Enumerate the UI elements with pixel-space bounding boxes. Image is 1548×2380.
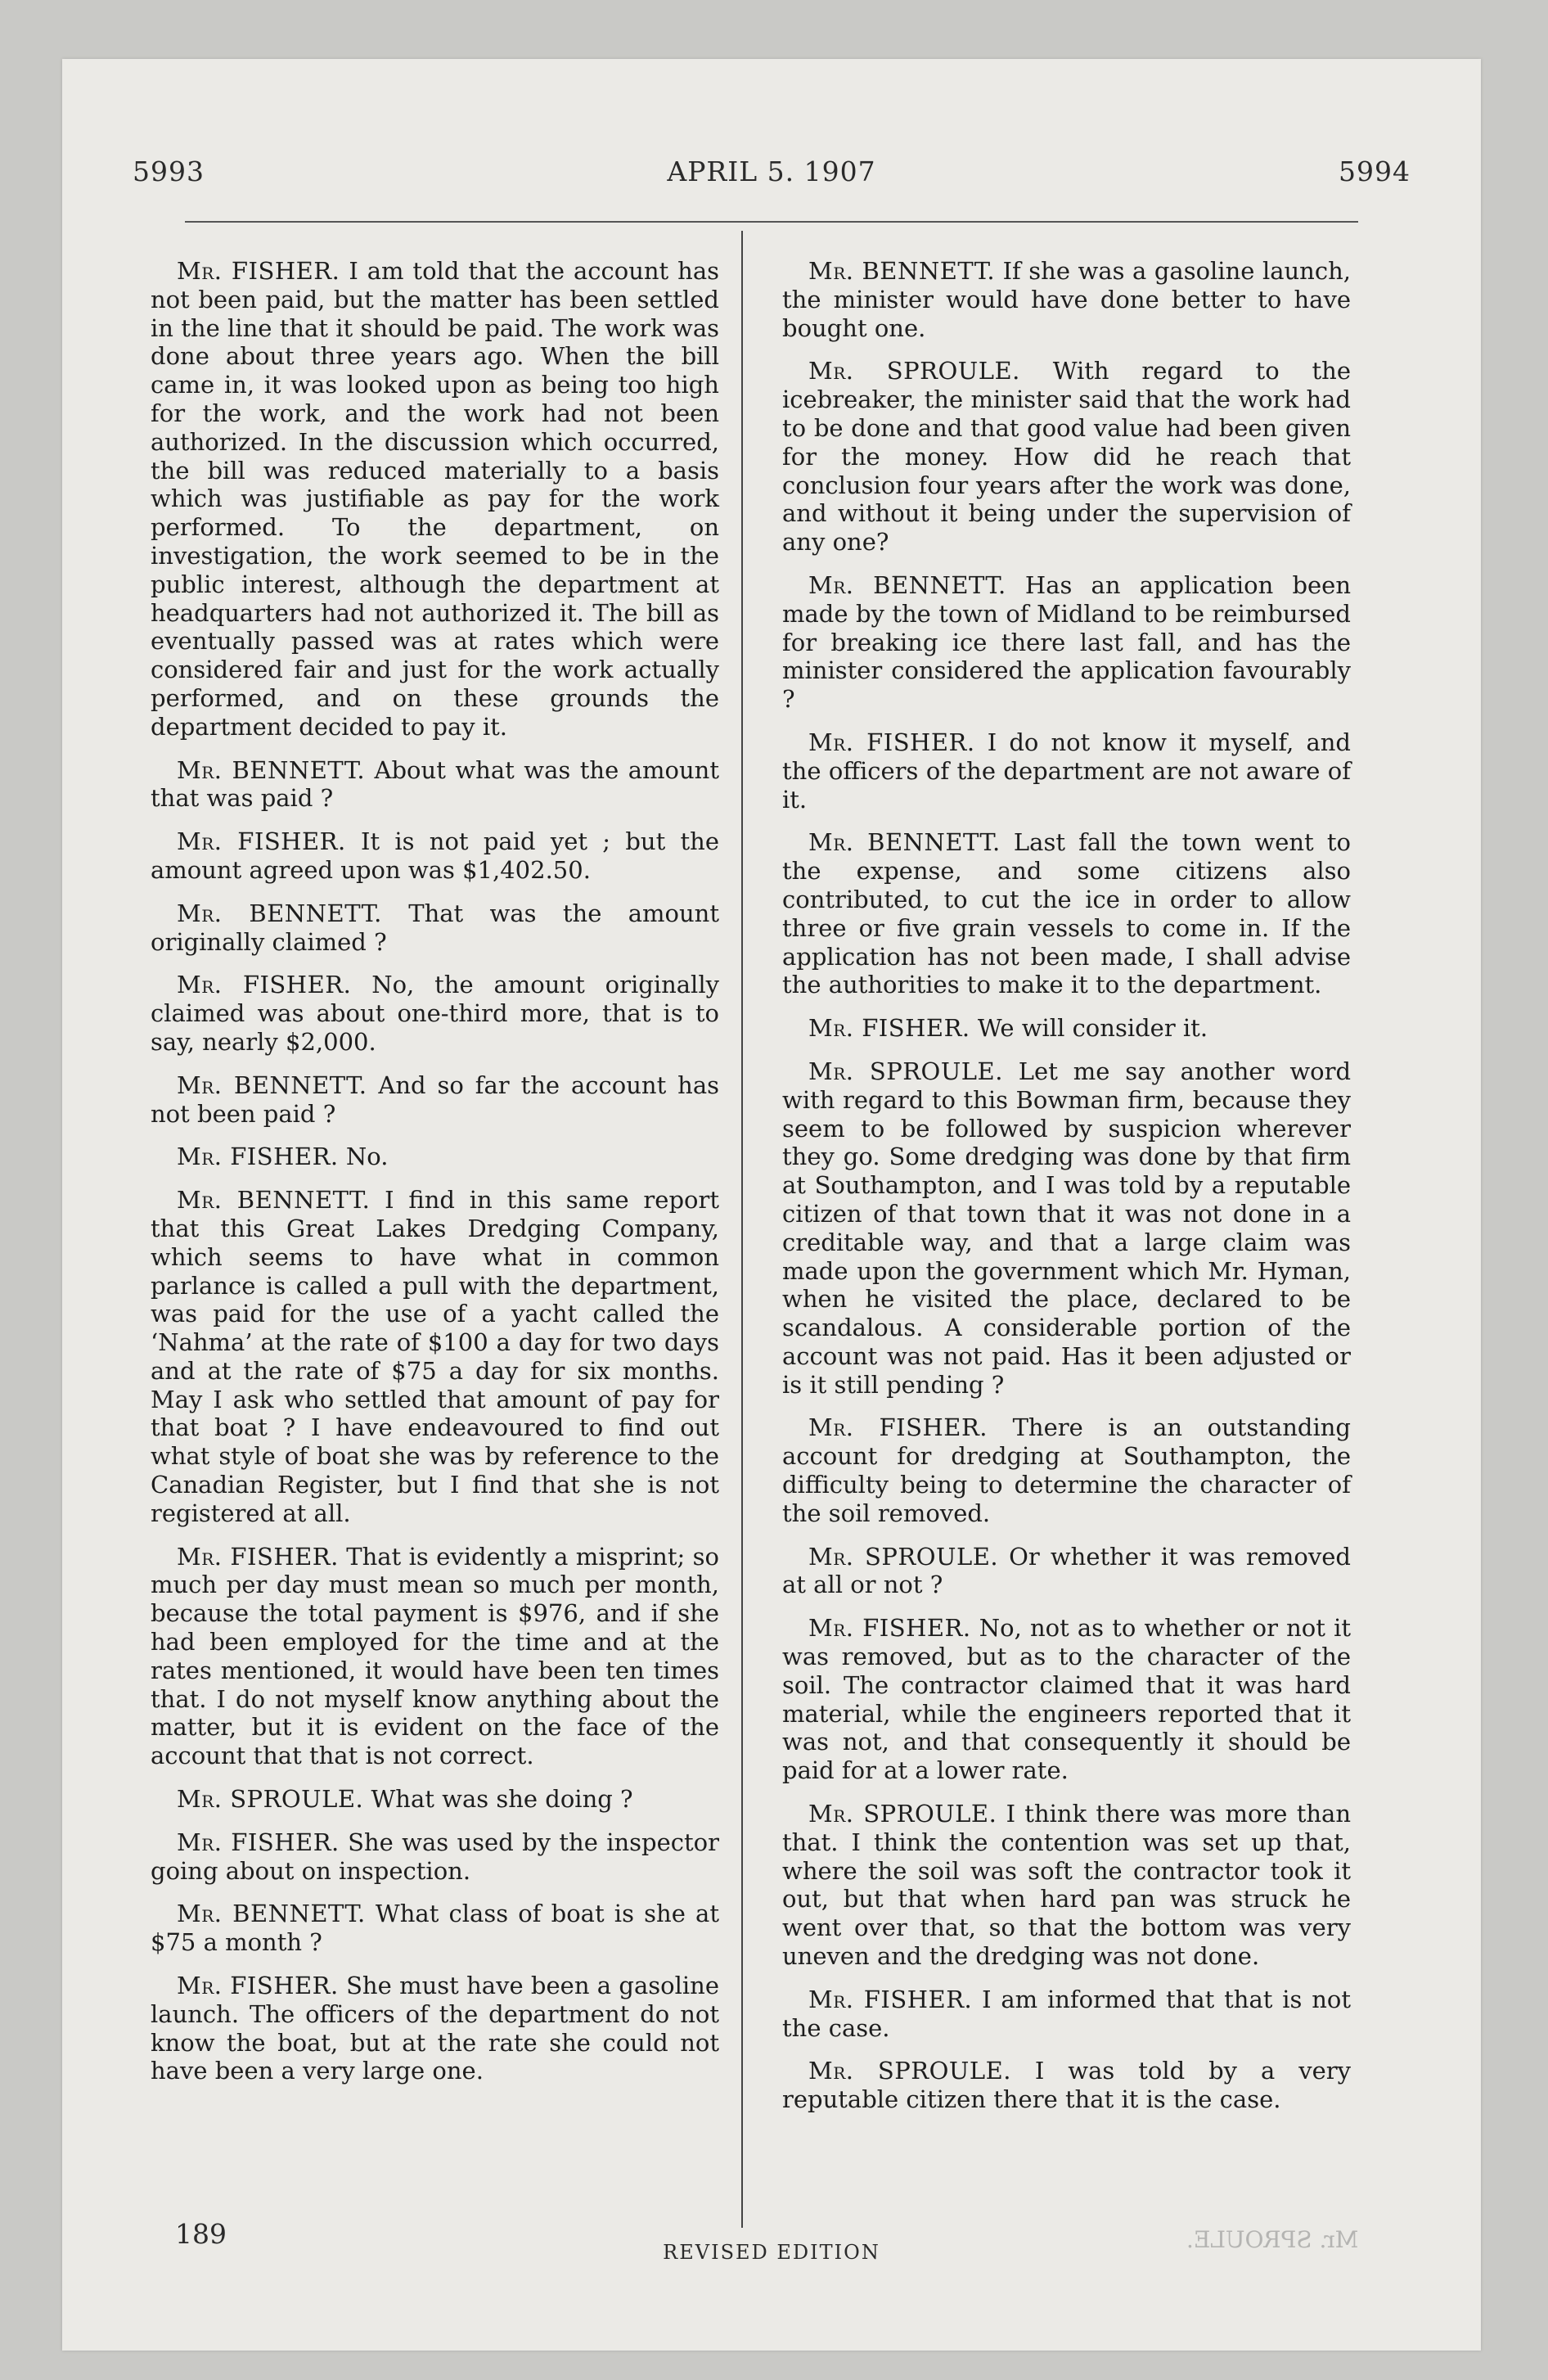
column-divider [741, 231, 743, 2228]
edition-note: REVISED EDITION [663, 2241, 880, 2264]
page-sheet [62, 59, 1481, 2351]
speech-paragraph [782, 1014, 1351, 1043]
speech-text: If she was a gasoline launch, the minister would have done better to have bought one. [782, 257, 1351, 342]
speaker-name: Mr. FISHER. [177, 827, 346, 856]
speaker-name: Mr. FISHER. [177, 1828, 340, 1856]
speaker-name: Mr. BENNETT. [808, 570, 1006, 599]
left-column [151, 257, 719, 2100]
speech-paragraph [151, 971, 719, 1056]
speech-paragraph [782, 357, 1351, 557]
speech-paragraph [782, 728, 1351, 814]
speech-paragraph [782, 1800, 1351, 1971]
speech-paragraph [151, 257, 719, 741]
speech-paragraph [782, 1057, 1351, 1400]
speech-paragraph [151, 1972, 719, 2085]
speech-text: Or whether it was removed at all or not ? [782, 1542, 1351, 1599]
speech-text: That was the amount originally claimed ? [151, 899, 719, 956]
speech-text: No, not as to whether or not it was removed, but as to the character of the soil. The contractor claimed that it was hard material, while the engineers reported that it was not, and that consequently it should be paid for at a lower rate. [782, 1614, 1352, 1785]
speaker-name: Mr. FISHER. [808, 728, 975, 756]
speech-paragraph [151, 1143, 719, 1171]
speaker-name: Mr. FISHER. [808, 1614, 971, 1643]
speaker-name: Mr. BENNETT. [177, 755, 366, 784]
speech-text: She was used by the inspector going about on inspection. [151, 1828, 719, 1885]
page-number-right: 5994 [1339, 156, 1411, 187]
speaker-name: Mr. BENNETT. [177, 1186, 371, 1215]
speech-paragraph [782, 828, 1351, 999]
page-number-left: 5993 [133, 156, 205, 187]
speaker-name: Mr. FISHER. [177, 1542, 339, 1571]
speech-paragraph [151, 1785, 719, 1814]
speech-text: Has an application been made by the town of Midland to be reimbursed for breaking ice there last fall, and has the minister considered the application favourably ? [782, 570, 1352, 714]
speech-text: That is evidently a misprint; so much per day must mean so much per month, because the total payment is $976, and if she had been employed for the time and at the rates mentioned, it would have been ten times that. I do not myself know anything about the matter, but it is evident on the face of the account that that is not correct. [151, 1542, 720, 1770]
speech-paragraph [782, 571, 1351, 714]
speaker-name: Mr. FISHER. [808, 1014, 970, 1043]
speaker-name: Mr. FISHER. [808, 1413, 988, 1442]
right-column [782, 257, 1351, 2129]
speaker-name: Mr. BENNETT. [177, 1900, 366, 1928]
speech-text: With regard to the icebreaker, the minister said that the work had to be done and that good value had been given for the money. How did he reach that conclusion four years after the work was done, and without it being under the supervision of any one? [782, 357, 1351, 557]
speaker-name: Mr. SPROULE. [808, 1542, 999, 1571]
speech-paragraph [782, 1986, 1351, 2043]
speaker-name: Mr. FISHER. [177, 1972, 339, 2000]
speech-text: We will consider it. [977, 1014, 1208, 1043]
speech-paragraph [782, 1614, 1351, 1785]
speaker-name: Mr. FISHER. [177, 257, 340, 285]
speaker-name: Mr. FISHER. [177, 1143, 339, 1171]
speech-text: It is not paid yet ; but the amount agreed upon was $1,402.50. [151, 827, 719, 884]
speaker-name: Mr. BENNETT. [177, 899, 382, 927]
speech-text: I find in this same report that this Great Lakes Dredging Company, which seems to have what in common parlance is called a pull with the department, was paid for the use of a yacht called the ‘Nahma’ at the rate of $100 a day for two days and at the rate of $75 a day for six months. May I ask who settled that amount of pay for that boat ? I have endeavoured to find out what style of boat she was by reference to the Canadian Register, but I find that she is not registered at all. [151, 1186, 719, 1527]
speaker-name: Mr. BENNETT. [808, 257, 996, 285]
speaker-name: Mr. BENNETT. [808, 828, 1001, 857]
speech-text: What class of boat is she at $75 a month ? [151, 1900, 719, 1957]
speaker-name: Mr. FISHER. [808, 1985, 973, 2013]
speech-paragraph [151, 1900, 719, 1957]
speech-text: No, the amount originally claimed was about one-third more, that is to say, nearly $2,000. [151, 971, 719, 1056]
header-rule [185, 221, 1358, 223]
speaker-name: Mr. SPROULE. [808, 1800, 997, 1828]
speech-text: About what was the amount that was paid ? [151, 755, 719, 813]
speech-paragraph [782, 2057, 1351, 2114]
speech-paragraph [151, 1071, 719, 1129]
speech-paragraph [151, 1186, 719, 1528]
speech-text: Last fall the town went to the expense, and some citizens also contributed, to cut the ice in order to allow three or five grain vessels to come in. If the application has not been made, I shall advise the authorities to make it to the department. [782, 828, 1351, 999]
speech-text: I do not know it myself, and the officers of the department are not aware of it. [782, 728, 1351, 814]
speech-paragraph [151, 756, 719, 814]
speech-paragraph [782, 257, 1351, 342]
speech-text: Let me say another word with regard to this Bowman firm, because they seem to be followed by suspicion wherever they go. Some dredging was done by that firm at Southampton, and I was told by a reputable citizen of that town that it was not done in a creditable way, and that a large claim was made upon the government which Mr. Hyman, when he visited the place, declared to be scandalous. A considerable portion of the account was not paid. Has it been adjusted or is it still pending ? [782, 1057, 1352, 1399]
speech-text: I am informed that that is not the case. [782, 1985, 1351, 2042]
speech-text: There is an outstanding account for dredging at Southampton, the difficulty being to determine the character of the soil removed. [782, 1413, 1351, 1527]
speaker-name: Mr. SPROULE. [808, 357, 1020, 385]
speaker-name: Mr. SPROULE. [177, 1785, 364, 1814]
speaker-name: Mr. SPROULE. [808, 2057, 1011, 2085]
speaker-name: Mr. FISHER. [177, 971, 352, 999]
speaker-name: Mr. BENNETT. [177, 1071, 367, 1099]
speech-text: I was told by a very reputable citizen there that it is the case. [782, 2057, 1352, 2114]
speech-text: No. [345, 1143, 389, 1171]
speech-paragraph [151, 1828, 719, 1886]
page-date-header: APRIL 5. 1907 [667, 156, 876, 187]
speech-text: What was she doing ? [371, 1785, 633, 1814]
speech-paragraph [151, 1543, 719, 1770]
speech-text: I am told that the account has not been paid, but the matter has been settled in the line that it should be paid. The work was done about three years ago. When the bill came in, it was looked upon as being too high for the work, and the work had not been authorized. In the discussion which occurred, the bill was reduced materially to a basis which was justifiable as pay for the work performed. To the department, on investigation, the work seemed to be in the public interest, although the department at headquarters had not authorized it. The bill as eventually passed was at rates which were considered fair and just for the work actually performed, and on these grounds the department decided to pay it. [151, 257, 719, 741]
speech-text: She must have been a gasoline launch. The officers of the department do not know the boat, but at the rate she could not have been a very large one. [151, 1972, 719, 2085]
speaker-name: Mr. SPROULE. [808, 1057, 1003, 1085]
speech-text: I think there was more than that. I think the contention was set up that, where the soil was soft the contractor took it out, but that when hard pan was struck he went over that, so that the bottom was very uneven and the dredging was not done. [782, 1800, 1351, 1971]
bleed-through-text: Mr. SPROULE. [1186, 2226, 1358, 2253]
speech-text: And so far the account has not been paid ? [151, 1071, 719, 1128]
speech-paragraph [782, 1413, 1351, 1527]
speech-paragraph [151, 827, 719, 885]
signature-mark: 189 [175, 2218, 227, 2250]
speech-paragraph [782, 1543, 1351, 1600]
speech-paragraph [151, 899, 719, 957]
